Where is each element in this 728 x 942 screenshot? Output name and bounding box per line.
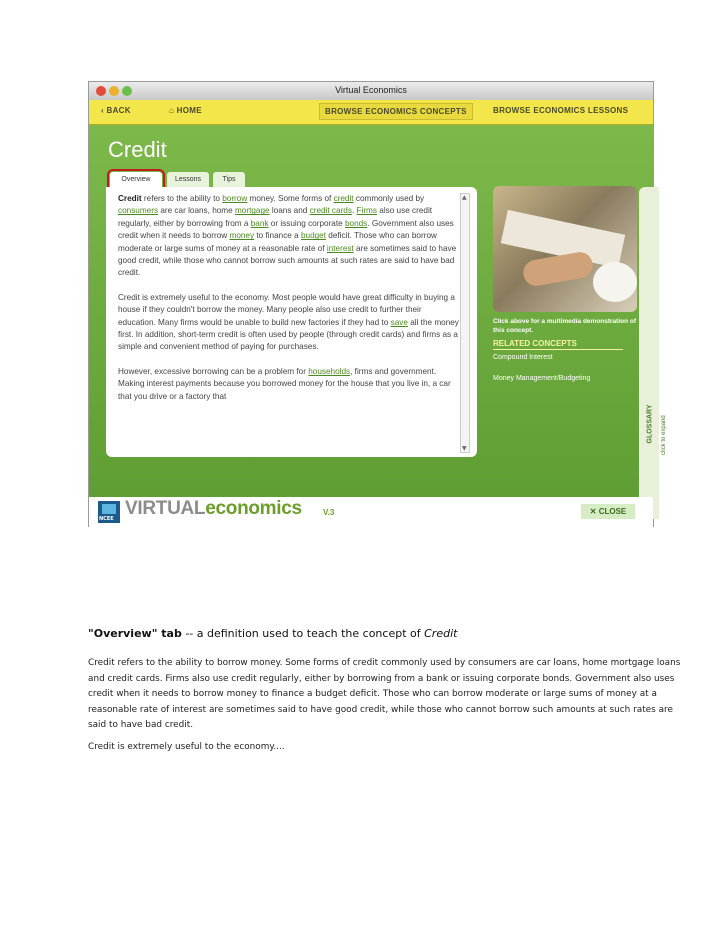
book-icon — [102, 504, 116, 514]
content-area — [89, 125, 667, 497]
link-interest[interactable]: interest — [326, 243, 354, 253]
close-icon: ✕ — [589, 507, 599, 516]
overview-panel — [106, 187, 477, 457]
scroll-up-icon[interactable]: ▲ — [462, 194, 467, 201]
link-mortgage[interactable]: mortgage — [234, 206, 270, 216]
tab-overview[interactable]: Overview — [110, 172, 162, 187]
browse-lessons-button[interactable]: BROWSE ECONOMICS LESSONS — [493, 106, 629, 115]
figure-caption: "Overview" tab -- a definition used to teach the concept of Credit — [88, 627, 458, 640]
body-paragraph-2: Credit is extremely useful to the economy.... — [88, 742, 285, 752]
link-bank[interactable]: bank — [250, 218, 269, 228]
close-button[interactable]: ✕ CLOSE — [581, 504, 635, 519]
overview-paragraph-3: However, excessive borrowing can be a problem for households, firms and government. Making interest payments because you borrowed money for the house that you live in, a car that you drive or a factory that — [118, 366, 451, 401]
glossary-hint: click to expand — [661, 415, 667, 455]
home-button[interactable]: ⌂ HOME — [169, 106, 202, 115]
overview-text — [118, 193, 460, 415]
link-firms[interactable]: Firms — [356, 206, 377, 216]
version-label: V.3 — [323, 508, 335, 517]
link-save[interactable]: save — [390, 317, 408, 327]
tab-tips[interactable]: Tips — [213, 172, 245, 187]
term-credit: Credit — [118, 194, 142, 203]
coffee-cup-shape — [593, 262, 637, 302]
top-navigation — [89, 100, 653, 125]
hand-shape — [521, 250, 594, 288]
body-paragraph-1: Credit refers to the ability to borrow money. Some forms of credit commonly used by consumers are car loans, home mortgage loans and credit cards. Firms also use credit regularly, either by borrowing from a bank or issuing corporate bonds. Government also uses credit when it needs to borrow money to finance a budget deficit. Those who can borrow moderate or large sums of money at a reasonable rate of interest are sometimes said to have good credit, while those who cannot borrow such amounts at such rates are said to have bad credit. — [88, 658, 681, 731]
multimedia-demo-image[interactable] — [493, 186, 637, 312]
link-credit-cards[interactable]: credit cards — [309, 206, 352, 216]
glossary-label: GLOSSARY — [646, 404, 654, 444]
link-budget[interactable]: budget — [300, 231, 327, 241]
scroll-down-icon[interactable]: ▼ — [462, 445, 467, 452]
related-concept-link[interactable]: Money Management/Budgeting — [493, 375, 591, 382]
link-consumers[interactable]: consumers — [118, 206, 159, 216]
back-button[interactable]: ‹ BACK — [101, 106, 131, 115]
panel-scrollbar[interactable] — [460, 193, 470, 453]
app-screenshot — [88, 81, 667, 527]
ncee-logo: NCEE — [98, 501, 120, 523]
tab-lessons[interactable]: Lessons — [167, 172, 209, 187]
page-title: Credit — [108, 137, 167, 162]
related-concept-link[interactable]: Compound Interest — [493, 354, 553, 361]
link-credit[interactable]: credit — [333, 194, 354, 203]
link-borrow[interactable]: borrow — [222, 194, 248, 203]
chevron-left-icon: ‹ — [101, 106, 107, 115]
window-titlebar — [89, 82, 653, 101]
related-concepts-heading: RELATED CONCEPTS — [493, 339, 623, 350]
glossary-drawer[interactable] — [639, 187, 659, 519]
window-title: Virtual Economics — [335, 85, 407, 95]
link-money[interactable]: money — [229, 231, 255, 241]
link-bonds[interactable]: bonds — [344, 218, 368, 228]
home-icon: ⌂ — [169, 106, 177, 115]
link-households[interactable]: households — [308, 366, 351, 376]
multimedia-hint: Click above for a multimedia demonstration of this concept. — [493, 318, 637, 334]
overview-paragraph-2: Credit is extremely useful to the economy. Most people would have great difficulty in buying a house if they couldn't borrow the money. Many people also use credit to further their education. Many firms would be unable to build new factories if they had to save all the money first. In addition, short-term credit is often used by people (through credit cards) and firms as a simple and convenient method of paying for purchases. — [118, 292, 459, 352]
overview-paragraph-1: Credit refers to the ability to borrow money. Some forms of credit commonly used by consumers are car loans, home mortgage loans and credit cards. Firms also use credit regularly, either by borrowing from a bank or issuing corporate bonds. Government also uses credit when it needs to borrow money to finance a budget deficit. Those who can borrow moderate or large sums of money at a reasonable rate of interest are sometimes said to have good credit, while those who cannot borrow such amounts at such rates are said to have bad credit. — [118, 194, 457, 278]
virtual-economics-logo: VIRTUALeconomics — [125, 498, 302, 519]
browse-concepts-button[interactable]: BROWSE ECONOMICS CONCEPTS — [319, 103, 473, 120]
app-footer — [89, 497, 653, 528]
